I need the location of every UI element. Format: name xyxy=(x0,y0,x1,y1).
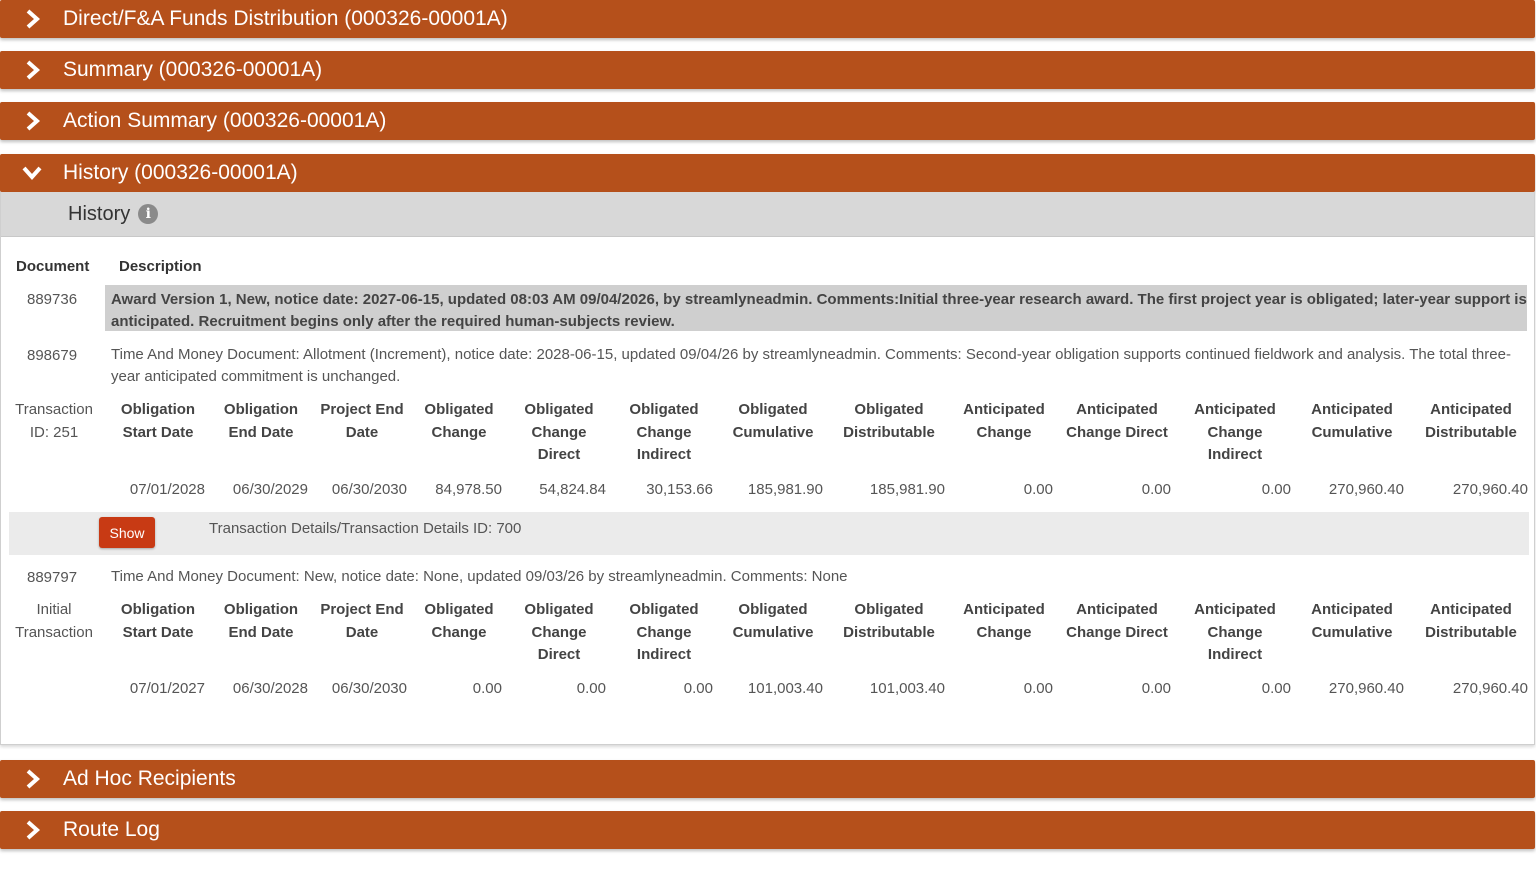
column-header: Obligated Change xyxy=(424,601,494,641)
transaction-value: 0.00 xyxy=(1261,680,1291,697)
info-icon[interactable]: i xyxy=(138,204,158,224)
transaction-value: 185,981.90 xyxy=(747,481,823,498)
panel-title: Ad Hoc Recipients xyxy=(63,767,236,790)
panel-title: Action Summary (000326-00001A) xyxy=(63,109,387,132)
transaction-value: 0.00 xyxy=(1023,481,1053,498)
transaction-value: 84,978.50 xyxy=(435,481,502,498)
transaction-value: 0.00 xyxy=(576,680,606,697)
transaction-value: 06/30/2030 xyxy=(331,680,407,697)
history-subheader xyxy=(1,192,1534,237)
panel-title: History (000326-00001A) xyxy=(63,161,298,184)
column-header: Obligated Distributable xyxy=(843,401,935,441)
column-header: Obligated Change xyxy=(424,401,494,441)
transaction-value: 270,960.40 xyxy=(1328,680,1404,697)
panel-direct-fa-funds[interactable] xyxy=(0,0,1535,38)
column-header: Obligated Change Indirect xyxy=(629,401,699,463)
column-header: Anticipated Distributable xyxy=(1425,601,1517,641)
column-header: Anticipated Cumulative xyxy=(1311,401,1393,441)
panel-history[interactable] xyxy=(0,154,1535,192)
panel-summary[interactable] xyxy=(0,51,1535,89)
transaction-value: 06/30/2029 xyxy=(232,481,308,498)
transaction-value: 54,824.84 xyxy=(539,481,606,498)
column-header: Obligated Distributable xyxy=(843,601,935,641)
transaction-value: 06/30/2028 xyxy=(232,680,308,697)
document-number[interactable]: 898679 xyxy=(27,347,78,364)
chevron-right-icon xyxy=(0,102,64,140)
panel-title: Direct/F&A Funds Distribution (000326-00001A) xyxy=(63,7,508,30)
transaction-value: 07/01/2027 xyxy=(129,680,205,697)
column-header: Obligation Start Date xyxy=(120,601,196,641)
column-header: Anticipated Change Indirect xyxy=(1194,401,1276,463)
entry-description: Time And Money Document: New, notice date: None, updated 09/03/26 by streamlyneadmin. Comments: None xyxy=(111,568,848,585)
column-header: Project End Date xyxy=(320,401,404,441)
column-header: Obligated Cumulative xyxy=(732,601,814,641)
transaction-value: 185,981.90 xyxy=(869,481,945,498)
column-header: Anticipated Change xyxy=(963,401,1045,441)
chevron-right-icon xyxy=(0,811,64,849)
transaction-value: 0.00 xyxy=(472,680,502,697)
column-header: Anticipated Distributable xyxy=(1425,401,1517,441)
initial-transaction-label: Initial Transaction xyxy=(15,601,93,641)
column-header: Obligated Change Direct xyxy=(524,601,594,663)
column-header: Obligation End Date xyxy=(223,401,299,441)
transaction-value: 0.00 xyxy=(1141,481,1171,498)
chevron-right-icon xyxy=(0,760,64,798)
panel-title: Route Log xyxy=(63,818,160,841)
transaction-details-text: Transaction Details/Transaction Details ID: 700 xyxy=(209,520,522,537)
chevron-right-icon xyxy=(0,51,64,89)
chevron-right-icon xyxy=(0,0,64,38)
description-header: Description xyxy=(119,258,202,275)
history-subtitle: History xyxy=(68,202,131,225)
column-header: Anticipated Change Direct xyxy=(1066,601,1168,641)
column-header: Obligation End Date xyxy=(223,601,299,641)
show-button[interactable]: Show xyxy=(99,517,155,548)
column-header: Anticipated Change Direct xyxy=(1066,401,1168,441)
column-header: Obligated Change Indirect xyxy=(629,601,699,663)
transaction-value: 06/30/2030 xyxy=(331,481,407,498)
transaction-value: 270,960.40 xyxy=(1452,680,1528,697)
column-header: Obligated Cumulative xyxy=(732,401,814,441)
panel-ad-hoc-recipients[interactable] xyxy=(0,760,1535,798)
entry-description: Time And Money Document: Allotment (Increment), notice date: 2028-06-15, updated 09/04/26 by streamlyneadmin. Comments: Second-year obligation supports continued fieldwork and analysis. The total three-year anticipated commitment is unchanged. xyxy=(111,346,1511,385)
transaction-value: 0.00 xyxy=(1141,680,1171,697)
transaction-details-bar xyxy=(9,512,1529,555)
column-header: Obligated Change Direct xyxy=(524,401,594,463)
entry-description-highlighted: Award Version 1, New, notice date: 2027-06-15, updated 08:03 AM 09/04/2026, by streamlyneadmin. Comments:Initial three-year research award. The first project year is obligated; later-year support is anticipated. Recruitment begins only after the required human-subjects review. xyxy=(105,285,1527,331)
document-header: Document xyxy=(16,258,90,275)
history-panel-body xyxy=(0,192,1535,745)
chevron-down-icon xyxy=(0,154,64,192)
transaction-value: 101,003.40 xyxy=(869,680,945,697)
column-header: Anticipated Change Indirect xyxy=(1194,601,1276,663)
panel-route-log[interactable] xyxy=(0,811,1535,849)
transaction-value: 270,960.40 xyxy=(1328,481,1404,498)
transaction-value: 30,153.66 xyxy=(646,481,713,498)
transaction-id-label: Transaction ID: 251 xyxy=(15,401,93,441)
column-header: Obligation Start Date xyxy=(120,401,196,441)
document-number[interactable]: 889797 xyxy=(27,569,78,586)
document-number[interactable]: 889736 xyxy=(27,291,78,308)
transaction-value: 0.00 xyxy=(683,680,713,697)
column-header: Anticipated Change xyxy=(963,601,1045,641)
column-header: Anticipated Cumulative xyxy=(1311,601,1393,641)
column-header: Project End Date xyxy=(320,601,404,641)
transaction-value: 270,960.40 xyxy=(1452,481,1528,498)
panel-title: Summary (000326-00001A) xyxy=(63,58,323,81)
panel-action-summary[interactable] xyxy=(0,102,1535,140)
transaction-value: 101,003.40 xyxy=(747,680,823,697)
transaction-value: 07/01/2028 xyxy=(129,481,205,498)
transaction-value: 0.00 xyxy=(1023,680,1053,697)
transaction-value: 0.00 xyxy=(1261,481,1291,498)
